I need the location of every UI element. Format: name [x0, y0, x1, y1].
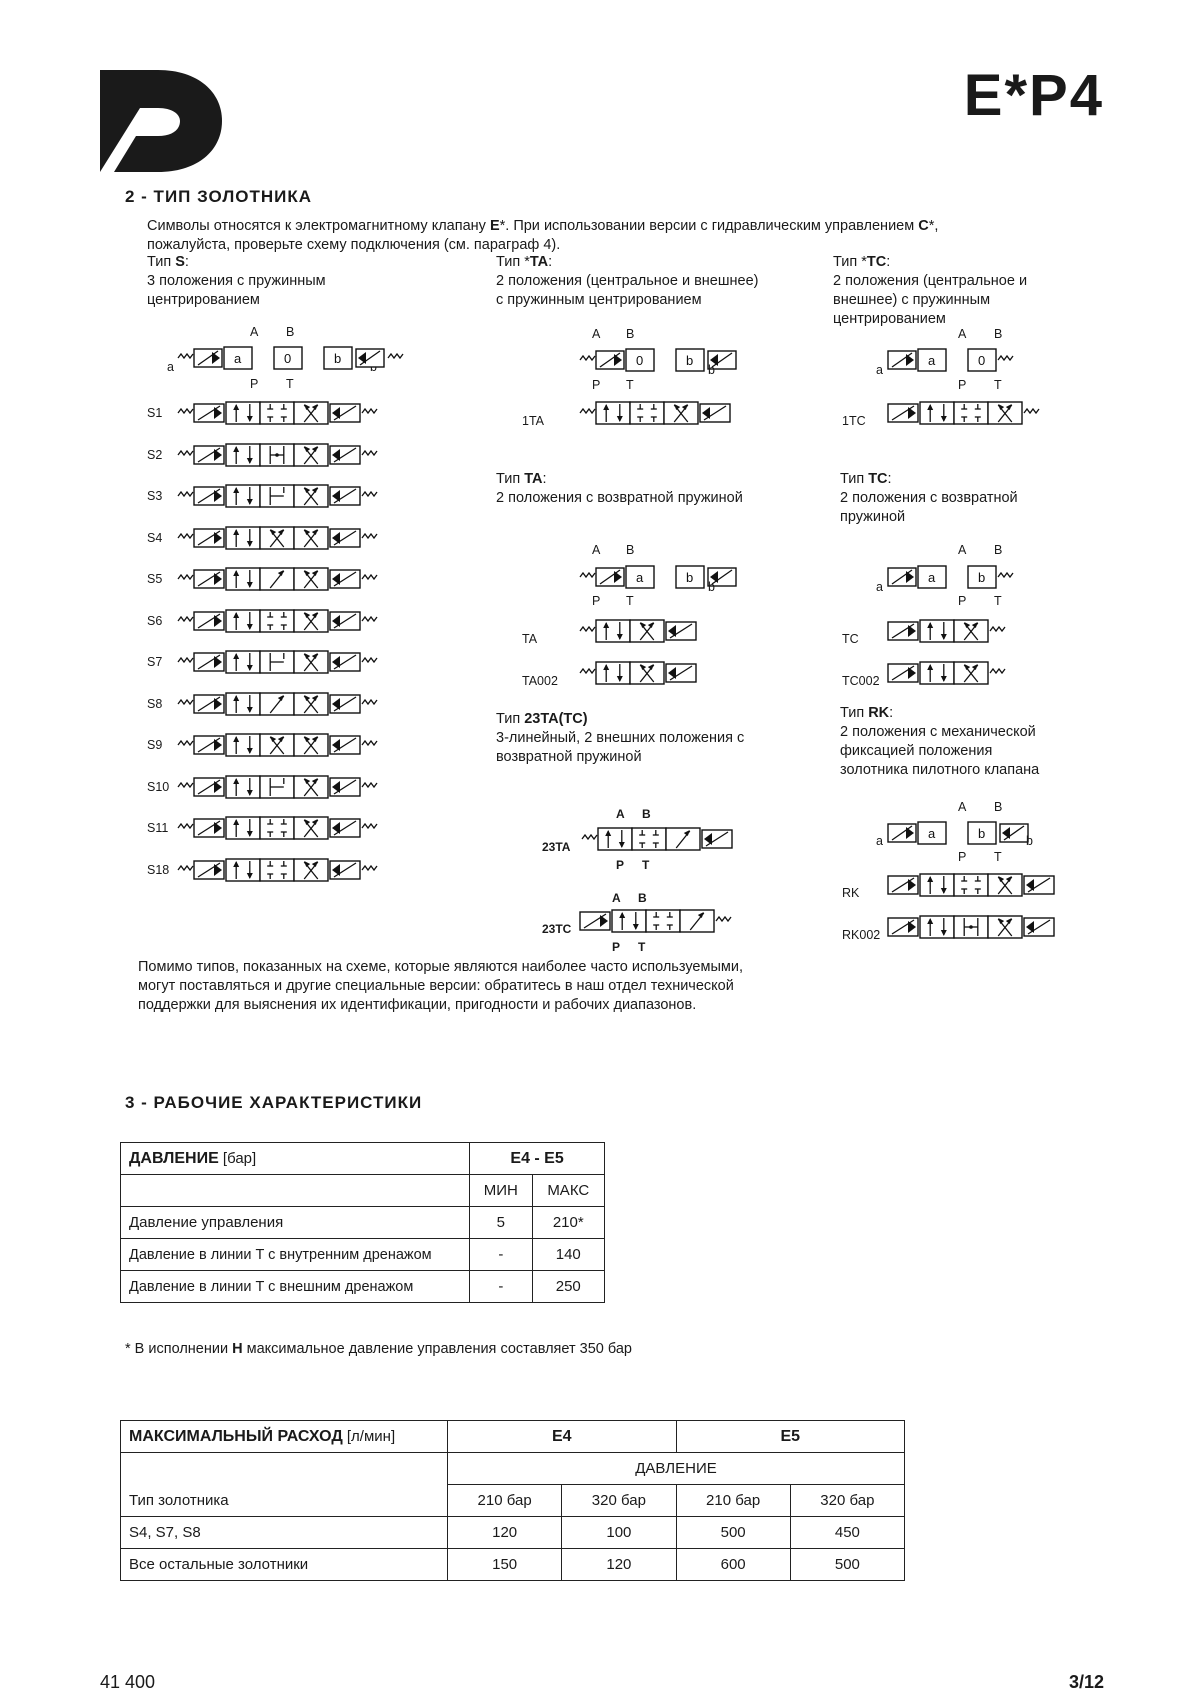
spool-tc-header-symbol: [888, 564, 1050, 590]
port-b-label: B: [626, 327, 635, 341]
port-b-label: B: [994, 800, 1003, 814]
port-t-label: T: [994, 594, 1002, 608]
port-t-label: T: [626, 378, 634, 392]
spool-stc-header-symbol: [888, 347, 1050, 373]
col-min: МИН: [470, 1175, 532, 1207]
table-row: Давление в линии T с внешним дренажом - 250: [121, 1271, 605, 1303]
port-a-label: A: [616, 807, 625, 821]
type-rk-heading: Тип RK: 2 положения с механической фиксацией положения золотника пилотного клапана: [840, 705, 1040, 778]
spool-code-label: S8: [147, 696, 163, 711]
port-t-label: T: [286, 377, 294, 391]
svg-text:b: b: [334, 351, 342, 366]
port-t-label: T: [638, 940, 646, 954]
spool-code-label: S5: [147, 572, 163, 586]
svg-text:b: b: [686, 353, 694, 368]
port-a-label: A: [958, 800, 967, 814]
table-row: Все остальные золотники 150 120 600 500: [121, 1549, 905, 1581]
spool-code-label: TC002: [842, 674, 880, 688]
spool-code-label: RK002: [842, 928, 881, 942]
spool-s-header-symbol: [178, 345, 376, 371]
port-a-label: A: [958, 327, 967, 341]
svg-text:b: b: [978, 826, 986, 841]
solenoid-a-label: a: [876, 834, 883, 848]
spool-code-label: S9: [147, 738, 163, 752]
spool-ta002-symbol: [580, 660, 748, 686]
svg-text:a: a: [636, 570, 644, 585]
spool-code-label: TA002: [522, 674, 558, 688]
spool-code-label: 23TA: [542, 840, 571, 854]
port-b-label: B: [642, 807, 651, 821]
spool-row-symbol: [178, 774, 378, 800]
solenoid-a-label: a: [876, 580, 883, 594]
pressure-footnote: * В исполнении H максимальное давление управления составляет 350 бар: [125, 1341, 632, 1357]
port-a-label: A: [592, 543, 601, 557]
page-number: 3/12: [1068, 1672, 1104, 1692]
pressure-group: E4 - E5: [470, 1143, 605, 1175]
spool-code-label: S10: [147, 779, 170, 794]
spool-code-label: S6: [147, 613, 163, 628]
spool-row-symbol: [178, 525, 378, 551]
flow-header: МАКСИМАЛЬНЫЙ РАСХОД [л/мин]: [121, 1421, 448, 1453]
spool-tc002-symbol: [888, 660, 1056, 686]
document-number: 41 400: [100, 1672, 156, 1692]
spool-code-label: TC: [842, 632, 859, 646]
flow-group-e5: E5: [676, 1421, 905, 1453]
spool-ta-symbol: [580, 618, 748, 644]
type-23-heading: Тип 23TA(TC) 3-линейный, 2 внешних положения с возвратной пружиной: [496, 711, 745, 765]
port-b-label: B: [994, 327, 1003, 341]
spool-row-symbol: [178, 857, 378, 883]
svg-text:b: b: [978, 570, 986, 585]
port-t-label: T: [626, 594, 634, 608]
spool-ta-header-symbol: [580, 564, 742, 590]
section2-note: Помимо типов, показанных на схеме, которые являются наиболее часто используемыми, могут поставляться и другие специальные версии: обратитесь в наш отдел технической поддержки для выяснения их идентификации, пригодности и рабочих диапазонов.: [138, 959, 743, 1013]
port-p-label: P: [616, 858, 625, 872]
spool-tc-symbol: [888, 618, 1056, 644]
port-a-label: A: [250, 325, 259, 339]
spool-code-label: S18: [147, 862, 170, 877]
port-b-label: B: [626, 543, 635, 557]
spool-row-symbol: [178, 649, 378, 675]
type-sta-heading: Тип *TA: 2 положения (центральное и внешнее) с пружинным центрированием: [496, 254, 759, 308]
section2-intro: Символы относятся к электромагнитному клапану E*. При использовании версии с гидравлическим управлением C*, пожалуйста, проверьте схему подключения (см. параграф 4).: [147, 218, 939, 253]
port-t-label: T: [642, 858, 650, 872]
spool-code-label: RK: [842, 886, 860, 900]
svg-text:0: 0: [978, 353, 986, 368]
section2-title: 2 - ТИП ЗОЛОТНИКА: [125, 187, 313, 206]
port-p-label: P: [592, 378, 601, 392]
svg-text:b: b: [686, 570, 694, 585]
port-a-label: A: [592, 327, 601, 341]
table-row: S4, S7, S8 120 100 500 450: [121, 1517, 905, 1549]
port-p-label: P: [612, 940, 621, 954]
spool-23tc-symbol: [580, 908, 782, 934]
solenoid-b-label: b: [708, 580, 715, 594]
port-t-label: T: [994, 378, 1002, 392]
port-p-label: P: [958, 378, 967, 392]
pressure-table: [120, 1142, 605, 1303]
spool-code-label: 1TC: [842, 414, 866, 428]
port-t-label: T: [994, 850, 1002, 864]
model-title: E*P4: [963, 63, 1104, 128]
spool-1tc-symbol: [888, 400, 1090, 426]
svg-text:a: a: [234, 351, 242, 366]
type-s-heading: Тип S: 3 положения с пружинным центрированием: [147, 254, 326, 308]
spool-row-symbol: [178, 400, 378, 426]
spool-code-label: S3: [147, 489, 163, 503]
spool-rk002-symbol: [888, 914, 1090, 940]
spool-row-symbol: [178, 483, 378, 509]
pressure-label: ДАВЛЕНИЕ: [448, 1453, 905, 1485]
svg-text:a: a: [928, 353, 936, 368]
port-a-label: A: [958, 543, 967, 557]
section3-title: 3 - РАБОЧИЕ ХАРАКТЕРИСТИКИ: [125, 1093, 423, 1112]
flow-table: МАКСИМАЛЬНЫЙ РАСХОД [л/мин] E4 E5 ДАВЛЕНИЕ Тип золотника 210 бар 320 бар 210 бар 320 бар S4, S7, S8 120 100 500 450 Все остальные золотники 150 120 600 500: [120, 1420, 905, 1581]
port-p-label: P: [250, 377, 259, 391]
spool-code-label: 1TA: [522, 414, 544, 428]
spool-row-symbol: [178, 442, 378, 468]
spool-rk-symbol: [888, 872, 1090, 898]
spool-code-label: 23TC: [542, 922, 572, 936]
port-b-label: B: [994, 543, 1003, 557]
spool-type-label: Тип золотника: [121, 1485, 448, 1517]
spool-row-symbol: [178, 566, 378, 592]
svg-text:a: a: [928, 826, 936, 841]
port-p-label: P: [958, 850, 967, 864]
type-ta-heading: Тип TA: 2 положения с возвратной пружиной: [496, 471, 743, 506]
solenoid-a-label: a: [876, 363, 883, 377]
spool-code-label: S11: [147, 821, 169, 835]
spool-code-label: TA: [522, 632, 538, 646]
solenoid-b-label: b: [708, 363, 715, 377]
spool-1ta-symbol: [580, 400, 782, 426]
spool-code-label: S2: [147, 447, 163, 462]
spool-row-symbol: [178, 732, 378, 758]
spool-code-label: S4: [147, 530, 163, 545]
type-tc-heading: Тип TC: 2 положения с возвратной пружиной: [840, 471, 1018, 525]
svg-text:0: 0: [284, 351, 292, 366]
table-row: Давление управления 5 210*: [121, 1207, 605, 1239]
company-logo: [100, 70, 222, 172]
solenoid-a-label: a: [167, 360, 174, 374]
svg-text:0: 0: [636, 353, 644, 368]
spool-sta-header-symbol: [580, 347, 742, 373]
port-b-label: B: [638, 891, 647, 905]
spool-code-label: S1: [147, 406, 163, 420]
solenoid-b-label: b: [1026, 834, 1033, 848]
spool-code-label: S7: [147, 655, 163, 669]
spool-row-symbol: [178, 815, 378, 841]
flow-group-e4: E4: [448, 1421, 677, 1453]
table-row: Давление в линии T с внутренним дренажом - 140: [121, 1239, 605, 1271]
spool-23ta-symbol: [582, 826, 784, 852]
spool-row-symbol: [178, 608, 378, 634]
port-b-label: B: [286, 325, 295, 339]
pressure-header: ДАВЛЕНИЕ [бар]: [121, 1143, 470, 1175]
type-stc-heading: Тип *TC: 2 положения (центральное и внешнее) с пружинным центрированием: [833, 254, 1028, 327]
svg-text:a: a: [928, 570, 936, 585]
port-p-label: P: [592, 594, 601, 608]
col-max: МАКС: [532, 1175, 604, 1207]
spool-row-symbol: [178, 691, 378, 717]
port-a-label: A: [612, 891, 621, 905]
port-p-label: P: [958, 594, 967, 608]
